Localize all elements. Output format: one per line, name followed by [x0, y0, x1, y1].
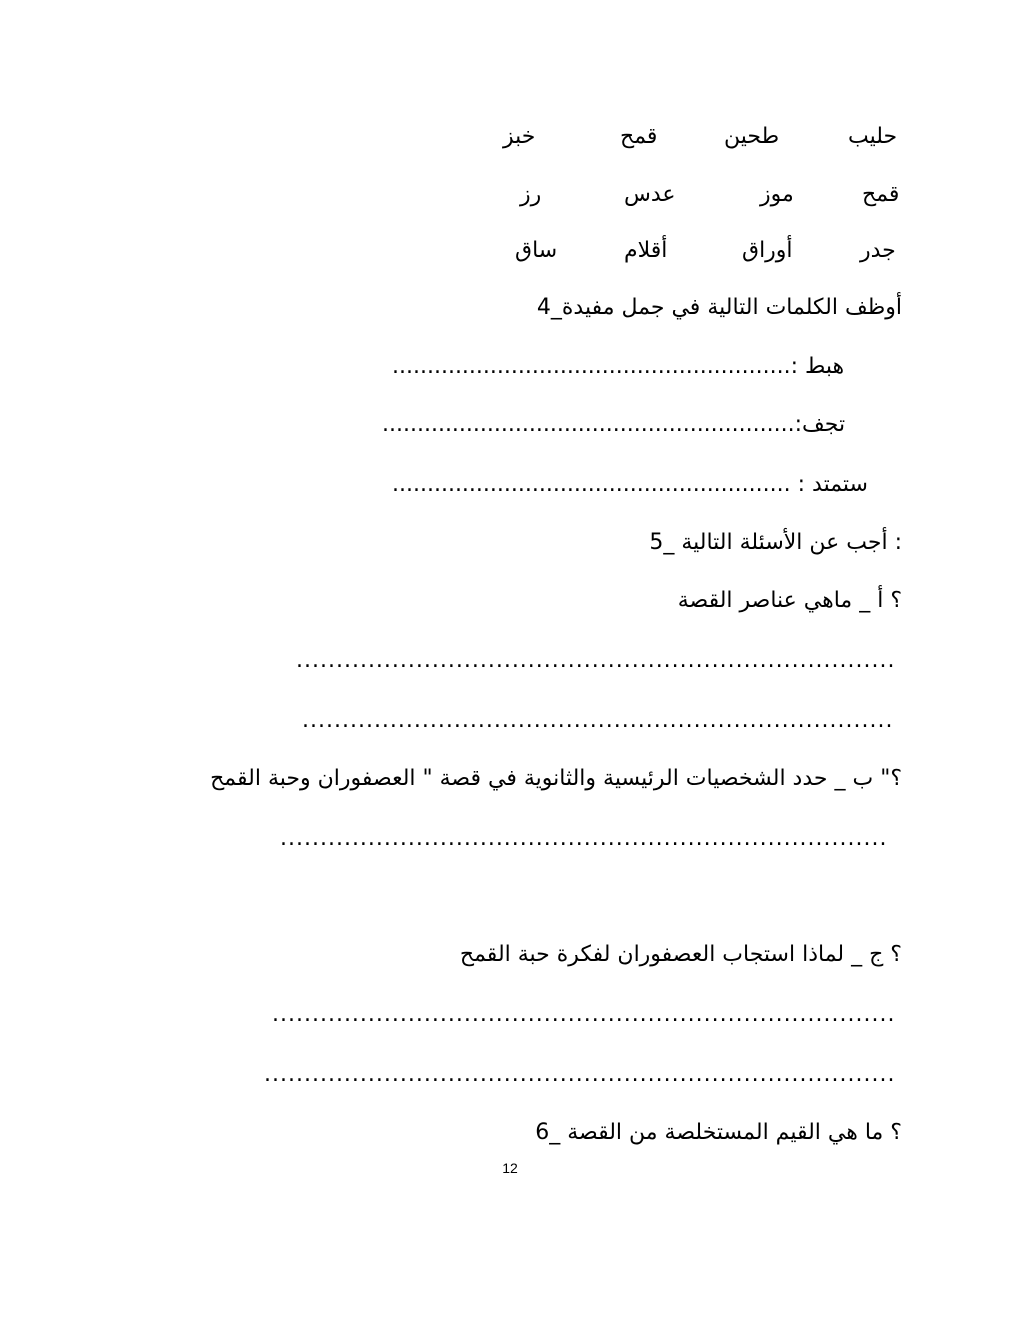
answer-line-5b-1: ............................................................................ — [280, 826, 888, 851]
question-5-title: : أجب عن الأسئلة التالية _5 — [649, 530, 902, 555]
question-6-title: ؟ ما هي القيم المستخلصة من القصة _6 — [535, 1120, 902, 1145]
word: قمح — [620, 124, 658, 149]
answer-line-5c-1: .............................................................................. — [272, 1002, 896, 1027]
word: موز — [760, 182, 794, 207]
word: حليب — [848, 124, 898, 149]
word: رز — [520, 182, 542, 207]
answer-line-5a-2: .......................................................................... — [302, 708, 894, 733]
word: أوراق — [742, 238, 793, 263]
answer-line-5c-2: ............................................................................... — [264, 1062, 896, 1087]
answer-line-tajif: ...........................................................:تجف — [382, 412, 846, 437]
answer-line-satamtad: ......................................................... : ستمتد — [392, 472, 868, 497]
word: ساق — [515, 238, 558, 263]
word: قمح — [862, 182, 900, 207]
word: أقلام — [624, 238, 668, 263]
question-5c: ؟ ج _ لماذا استجاب العصفوران لفكرة حبة القمح — [459, 942, 902, 967]
word: طحين — [724, 124, 780, 149]
page-number: 12 — [502, 1160, 518, 1176]
word: خبز — [503, 124, 536, 149]
word: عدس — [624, 182, 676, 207]
question-5a: ؟ أ _ ماهي عناصر القصة — [677, 588, 902, 613]
answer-line-5a-1: ........................................................................... — [296, 648, 896, 673]
answer-line-habata: .........................................................: هبط — [392, 354, 845, 379]
word: جدر — [860, 238, 896, 263]
question-4-title: أوظف الكلمات التالية في جمل مفيدة_4 — [536, 295, 902, 320]
question-5b: ؟" ب _ حدد الشخصيات الرئيسية والثانوية في قصة " العصفوران وحبة القمح — [210, 766, 902, 791]
